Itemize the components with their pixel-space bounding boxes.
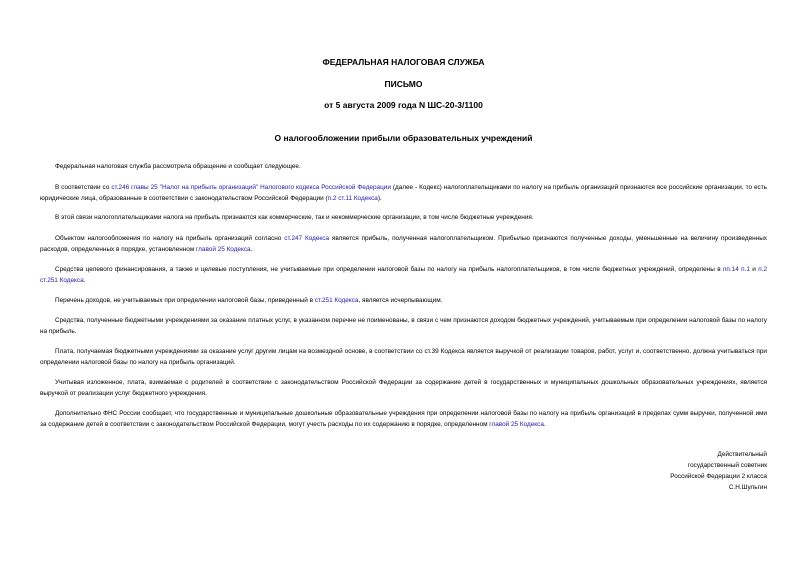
signatory-name: С.Н.Шульгин	[728, 484, 767, 491]
paragraph-text: Средства целевого финансирования, а также и целевые поступления, не учитываемые при определении налоговой базы по налогу на прибыль налогоплательщиков, в том числе бюджетных учреждений, определены в	[55, 266, 723, 273]
link-tax-code-article-246[interactable]: ст.246 главы 25 "Налог на прибыль организаций" Налогового кодекса Российской Федерации	[111, 184, 391, 191]
paragraph-2	[40, 182, 767, 204]
paragraph-text: является прибыль, полученная налогоплательщиком. Прибылью признаются полученные доходы, уменьшенные на величину произведенных расходов, определенных в порядке, установленном	[40, 235, 767, 253]
link-article-251[interactable]: ст.251 Кодекса	[314, 297, 359, 304]
paragraph-text: , является исчерпывающим.	[358, 297, 443, 304]
paragraph-8	[40, 346, 767, 368]
paragraph-text: Дополнительно ФНС России сообщает, что государственные и муниципальные дошкольные образовательные учреждения при определении налоговой базы по налогу на прибыль организаций в пределах сумм выручки, полученной ими за содержание детей в соответствии с законодательством Российской Федерации, могут учесть расходы по их содержанию в порядке, определенном	[40, 410, 767, 428]
link-chapter-25-final[interactable]: главой 25 Кодекса	[489, 421, 544, 428]
paragraph-1	[40, 161, 767, 172]
paragraph-5	[40, 264, 767, 286]
paragraph-text: .	[83, 277, 86, 284]
paragraph-10	[40, 408, 767, 430]
link-article-247[interactable]: ст.247 Кодекса	[284, 235, 330, 242]
paragraph-7	[40, 315, 767, 337]
paragraph-text: В этой связи налогоплательщиками налога на прибыль признаются как коммерческие, так и некоммерческие организации, в том числе бюджетные учреждения.	[55, 214, 534, 221]
paragraph-text: Объектом налогообложения по налогу на прибыль организаций согласно	[55, 235, 285, 242]
paragraph-4	[40, 233, 767, 255]
document-type: ПИСЬМО	[384, 79, 423, 89]
paragraph-text: В соответствии со	[55, 184, 112, 191]
paragraph-text: Средства, полученные бюджетными учреждениями за оказание платных услуг, в указанном перечне не поименованы, в связи с чем признаются доходом бюджетных учреждений, учитываемым при определении налоговой базы по налогу на прибыль.	[40, 317, 767, 335]
link-article-251-p2[interactable]: п.2 ст.251 Кодекса	[40, 266, 767, 284]
paragraph-text: .	[543, 421, 546, 428]
paragraph-text: Плата, получаемая бюджетными учреждениями за оказание услуг другим лицам на возмездной основе, в соответствии со ст.39 Кодекса является выручкой от реализации товаров, работ, услуг и, соответственно, должна учитываться при определении налоговой базы по налогу на прибыль организаций.	[40, 348, 767, 366]
paragraph-3	[40, 212, 767, 223]
paragraph-9	[40, 377, 767, 399]
paragraph-text: ).	[377, 195, 382, 202]
agency-title: ФЕДЕРАЛЬНАЯ НАЛОГОВАЯ СЛУЖБА	[322, 57, 485, 67]
paragraph-text: и	[749, 266, 759, 273]
signature-rank-line-3: Российской Федерации 2 класса	[670, 473, 767, 480]
signature-rank-line-2: государственный советник	[687, 462, 767, 469]
paragraph-text: (далее - Кодекс) налогоплательщиками по налогу на прибыль организаций признаются все российские организации, то есть юридические лица, образованные в соответствии с законодательством Российской Федерации (	[40, 184, 767, 202]
paragraph-text: Учитывая изложенное, плата, взимаемая с родителей в соответствии с законодательством Российской Федерации за содержание детей в государственных и муниципальных дошкольных образовательных учреждениях, является выручкой от реализации услуг бюджетного учреждения.	[40, 379, 767, 397]
link-pp14-p1[interactable]: пп.14 п.1	[722, 266, 750, 273]
signature-block	[607, 449, 767, 493]
link-article-11-p2[interactable]: п.2 ст.11 Кодекса	[327, 195, 378, 202]
paragraph-text: .	[250, 246, 253, 253]
signature-rank-line-1: Действительный	[717, 451, 767, 458]
document-subject: О налогообложении прибыли образовательных учреждений	[274, 133, 533, 143]
paragraph-text: Федеральная налоговая служба рассмотрела обращение и сообщает следующее.	[55, 163, 301, 170]
link-chapter-25[interactable]: главой 25 Кодекса	[195, 246, 251, 253]
paragraph-6	[40, 295, 767, 306]
paragraph-text: Перечень доходов, не учитываемых при определении налоговой базы, приведенный в	[55, 297, 315, 304]
document-date-number: от 5 августа 2009 года N ШС-20-3/1100	[324, 100, 483, 110]
